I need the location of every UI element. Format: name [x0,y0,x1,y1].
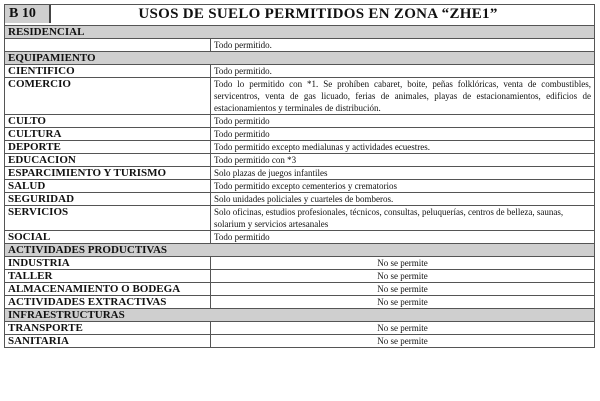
row-label: SALUD [5,180,211,193]
table-row [5,141,595,154]
section-header-infraestructuras [5,309,595,322]
row-label: INDUSTRIA [5,257,211,270]
table-title: USOS DE SUELO PERMITIDOS EN ZONA “ZHE1” [138,6,498,22]
row-value: Todo permitido. [211,65,595,78]
row-value: Solo plazas de juegos infantiles [211,167,595,180]
row-label: EDUCACION [5,154,211,167]
table-title-row [5,5,595,26]
table-row [5,322,595,335]
row-value: Todo permitido con *3 [211,154,595,167]
table-row [5,115,595,128]
row-label: CIENTIFICO [5,65,211,78]
row-value: Todo permitido excepto medialunas y actividades ecuestres. [211,141,595,154]
table-title-cell [5,5,595,26]
section-title: INFRAESTRUCTURAS [5,309,595,322]
row-label: ESPARCIMIENTO Y TURISMO [5,167,211,180]
row-value: Todo lo permitido con *1. Se prohíben cabaret, boite, peñas folklóricas, venta de combustibles, servicentros, venta de gas licuado, ferias de animales, playas de estacionamientos, edificios de estacionamientos y terminales de distribución. [211,78,595,115]
land-use-table [4,4,595,348]
row-label: SANITARIA [5,335,211,348]
row-label: SOCIAL [5,231,211,244]
table-row [5,206,595,231]
row-value: No se permite [211,257,595,270]
table-row [5,193,595,206]
table-row [5,180,595,193]
table-row [5,283,595,296]
row-label: CULTO [5,115,211,128]
table-row [5,78,595,115]
land-use-table-container [4,4,594,348]
row-label: TRANSPORTE [5,322,211,335]
table-row [5,231,595,244]
row-value: No se permite [211,296,595,309]
table-row [5,65,595,78]
row-value: Todo permitido excepto cementerios y crematorios [211,180,595,193]
row-label: DEPORTE [5,141,211,154]
row-label: CULTURA [5,128,211,141]
section-header-residencial [5,26,595,39]
row-label: TALLER [5,270,211,283]
row-value: Todo permitido [211,128,595,141]
row-value: Todo permitido [211,115,595,128]
table-row [5,128,595,141]
section-title: RESIDENCIAL [5,26,595,39]
table-row [5,257,595,270]
row-value: No se permite [211,283,595,296]
row-label: SEGURIDAD [5,193,211,206]
section-header-actividades-productivas [5,244,595,257]
table-row [5,167,595,180]
section-header-equipamiento [5,52,595,65]
table-code: B 10 [5,5,51,23]
section-title: ACTIVIDADES PRODUCTIVAS [5,244,595,257]
row-value: No se permite [211,322,595,335]
row-value: Solo unidades policiales y cuarteles de bomberos. [211,193,595,206]
table-row [5,270,595,283]
table-row [5,39,595,52]
row-value: No se permite [211,335,595,348]
row-label: SERVICIOS [5,206,211,231]
row-label: ACTIVIDADES EXTRACTIVAS [5,296,211,309]
table-row [5,296,595,309]
row-label: ALMACENAMIENTO O BODEGA [5,283,211,296]
row-value: Solo oficinas, estudios profesionales, técnicos, consultas, peluquerías, centros de belleza, saunas, solarium y servicios artesanales [211,206,595,231]
table-row [5,335,595,348]
table-row [5,154,595,167]
section-title: EQUIPAMIENTO [5,52,595,65]
row-value: Todo permitido [211,231,595,244]
row-label [5,39,211,52]
row-value: Todo permitido. [211,39,595,52]
row-value: No se permite [211,270,595,283]
row-label: COMERCIO [5,78,211,115]
